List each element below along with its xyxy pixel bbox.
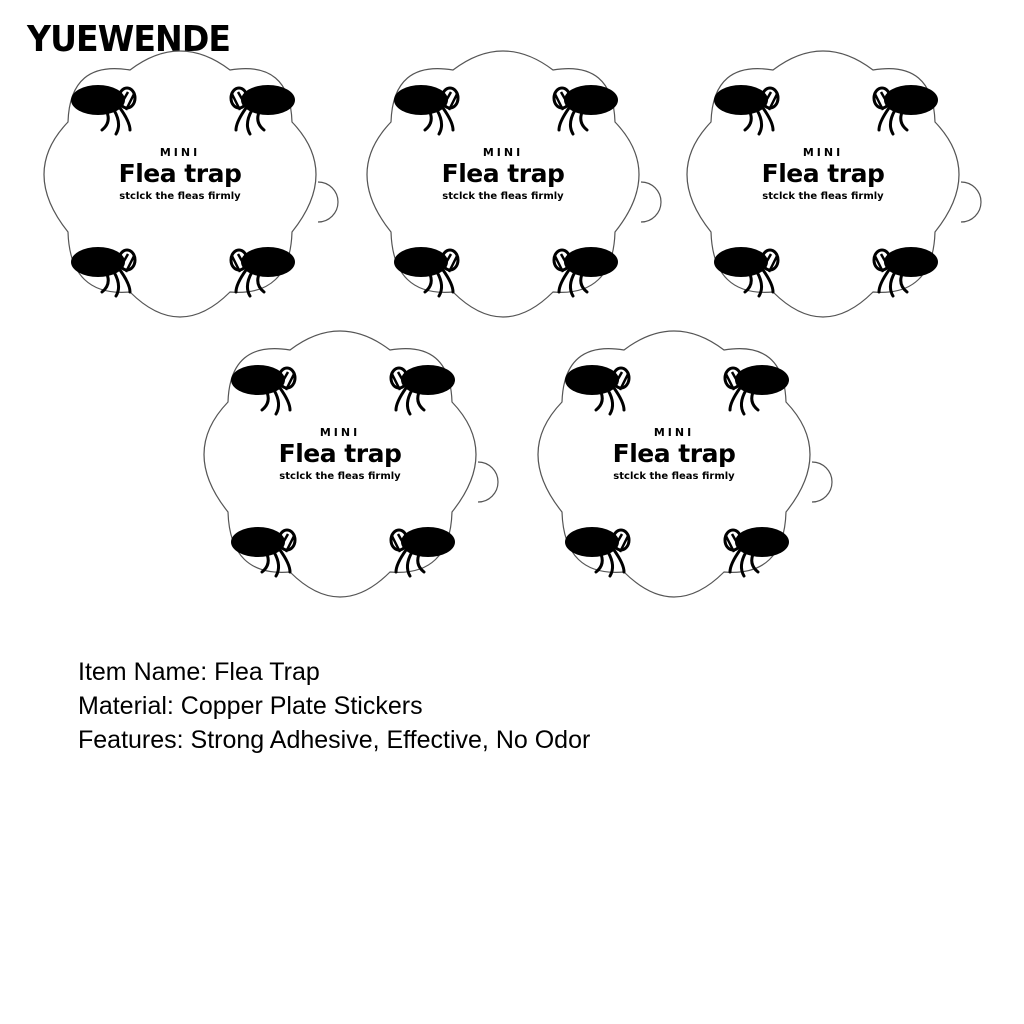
trap-name: Flea trap (278, 439, 402, 468)
trap-mini-text: MINI (159, 146, 201, 159)
flea-trap-2 (343, 42, 663, 342)
spec-item-name: Item Name: Flea Trap (78, 658, 320, 686)
trap-label (80, 146, 280, 205)
product-specs (78, 655, 590, 757)
trap-name: Flea trap (761, 159, 885, 188)
flea-trap-4 (180, 322, 500, 622)
trap-name: Flea trap (612, 439, 736, 468)
trap-mini-text: MINI (802, 146, 844, 159)
trap-name: Flea trap (118, 159, 242, 188)
spec-material: Material: Copper Plate Stickers (78, 692, 423, 720)
flea-trap-1 (20, 42, 340, 342)
trap-tagline: stclck the fleas firmly (613, 471, 735, 482)
trap-tagline: stclck the fleas firmly (442, 191, 564, 202)
trap-tagline: stclck the fleas firmly (119, 191, 241, 202)
trap-name: Flea trap (441, 159, 565, 188)
flea-trap-3 (663, 42, 983, 342)
trap-label (574, 426, 774, 485)
flea-trap-5 (514, 322, 834, 622)
trap-label (240, 426, 440, 485)
trap-mini-text: MINI (482, 146, 524, 159)
trap-tagline: stclck the fleas firmly (762, 191, 884, 202)
trap-mini-text: MINI (653, 426, 695, 439)
trap-label (723, 146, 923, 205)
trap-mini-text: MINI (319, 426, 361, 439)
trap-label (403, 146, 603, 205)
trap-tagline: stclck the fleas firmly (279, 471, 401, 482)
brand-logo: YUEWENDE (27, 19, 231, 60)
spec-features: Features: Strong Adhesive, Effective, No Odor (78, 726, 591, 754)
